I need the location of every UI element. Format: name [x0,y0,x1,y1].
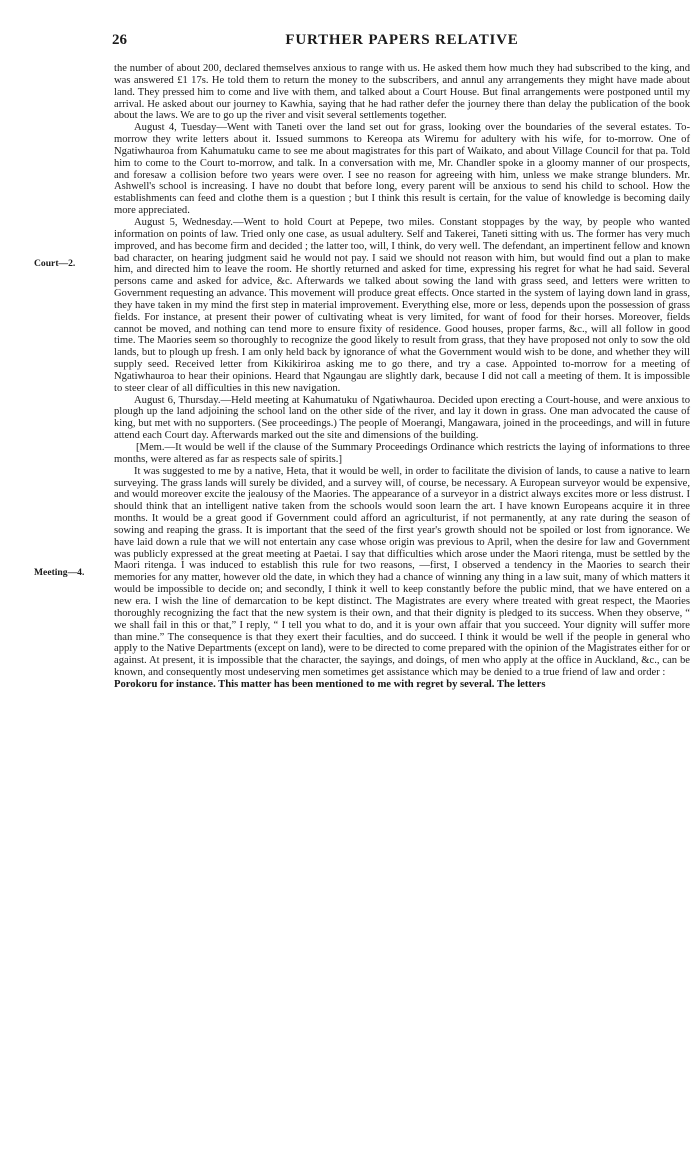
body-text [114,63,690,691]
paragraph: August 6, Thursday.—Held meeting at Kahumatuku of Ngatiwhauroa. Decided upon erecting a Court-house, and were anxious to plough up the land adjoining the school land on the other side of the river, and lay it down in grass. One man advocated the cause of king, but met with no supporters. (See proceedings.) The people of Moerangi, Mangawara, joined in the proceedings, and will in future attend each Court day. Afterwards marked out the site and dimensions of the building. [114,394,690,442]
memo-paragraph: [Mem.—It would be well if the clause of the Summary Proceedings Ordinance which restricts the laying of informations to three months, were altered as far as respects sale of spirits.] [114,442,690,465]
paragraph: August 4, Tuesday—Went with Taneti over the land set out for grass, looking over the boundaries of the several estates. To-morrow they write letters about it. Issued summons to Kereopa ats Wiremu for adultery with his wife, for to-morrow. One of Ngatiwhauroa from Kahumatuku came to see me about magistrates for this part of Waikato, and about Village Council for that pa. Told him to come to the Court to-morrow, and talk. In a conversation with me, Mr. Chandler spoke in a gloomy manner of our prospects, and foresaw a collision before two years were over. I see no reason for agreeing with him, unless we make strange blunders. Mr. Ashwell's school is increasing. I have no doubt that before long, every parent will be anxious to send his child to school. How the establishments can feed and clothe them is a question ; but I think this result is certain, for the value of knowledge is becoming daily more appreciated. [114,122,690,217]
running-head: FURTHER PAPERS RELATIVE [285,32,519,48]
margin-note-meeting: Meeting—4. [34,567,85,578]
page-header [112,32,692,52]
final-line: Porokoru for instance. This matter has been mentioned to me with regret by several. The letters [114,678,546,690]
page-number: 26 [112,32,127,48]
paragraph: It was suggested to me by a native, Heta, that it would be well, in order to facilitate the division of lands, to cause a native to learn surveying. The grass lands will surely be divided, and a survey will, of course, be necessary. A European surveyor would be expensive, and would moreover excite the jealousy of the Maories. The appearance of a surveyor in a district always excites more or less distrust. I should think that an intelligent native taken from the schools would soon learn the art. I have known Europeans acquire it in three months. It would be a great good if Government could afford an agriculturist, if not permanently, at any rate during the season of sowing and reaping the grass. It is important that the seed of the first year's growth should not be spoiled or lost from ignorance. We have laid down a rule that we will not entertain any case whose origin was previous to April, when the desire for law and Government was publicly expressed at the great meeting at Paetai. I say that difficulties which arose under the Maori ritenga, must be settled by the Maori ritenga. I was induced to establish this rule for two reasons, —first, I observed a tendency in the Maories to search their memories for any matter, however old the date, in which they had a chance of winning any thing in a law suit, many of which matters it would be impossible to decide on; and secondly, I think it well to keep constantly before the public mind, that we have entered on a new era. I wish the line of demarcation to be kept distinct. The Magistrates are every where treated with great respect, the Maories thoroughly recognizing the fact that the new system is their own, and that their dignity is pledged to its success. When they observe, “ we shall fail in this or that,” I reply, “ I tell you what to do, and it is your own affair that you succeed. Your dignity will suffer more than mine.” The consequence is that they exert their faculties, and do succeed. I think it would be well if the people in general who apply to the Native Departments (except on land), were to be directed to come prepared with the opinion of the Magistrates either for or against. At present, it is impossible that the character, the sayings, and doings, of men who apply at the office in Auckland, &c., can be known, and consequently most undeserving men sometimes get assistance which may be denied to a true friend of law and order : [114,465,690,679]
margin-note-court: Court—2. [34,258,76,269]
paragraph: the number of about 200, declared themselves anxious to range with us. He asked them how much they had subscribed to the king, and was answered £1 17s. He told them to return the money to the subscribers, and annul any arrangements they might have made about land. They pressed him to come and live with them, and talked about a Court House. But final arrangements were postponed until my arrival. He asked about our journey to Kawhia, saying that he had rather defer the journey there than delay the publication of the book about the laws. We are to go up the river and visit several settlements together. [114,63,690,122]
paragraph: August 5, Wednesday.—Went to hold Court at Pepepe, two miles. Constant stoppages by the way, by people who wanted information on points of law. Tried only one case, as usual adultery. Self and Takerei, Taneti sitting with us. The former has very much improved, and has become firm and decided ; the latter too, will, I think, do very well. The defendant, an impertinent fellow and known bad character, on hearing judgment said he would not pay. I said we should not reason with him, but would find out a plan to make him, and directed him to leave the room. He shortly returned and asked for time, expressing his regret for what he had said. Several persons came and asked for advice, &c. Afterwards we talked about sowing the land with grass seed, and letters were written to Government requesting an advance. This movement will produce great effects. Once started in the system of laying down land in grass, they have taken in my mind the first step in material improvement. Everything else, more or less, depends upon the possession of grass fields. For instance, at present their power of cultivating wheat is very limited, for want of food for their horses. Moreover, fields cannot be moved, and nothing can tend more to ensure fixity of residence. Good houses, proper farms, &c., will all follow in good time. The Maories seem so thoroughly to recognize the good likely to result from grass, that they have proposed not only to sow the old lands, but to plough up fresh. I am only held back by ignorance of what the Government would wish to be done, and whether they will supply seed. Received letter from Kikikiriroa asking me to go there, and try a case. Appointed to-morrow for a meeting of Ngatiwhauroa to hear their opinions. Heard that Ngaungau are slightly dark, because I did not call a meeting of them. It is impossible to steer clear of all difficulties in this new navigation. [114,216,690,394]
